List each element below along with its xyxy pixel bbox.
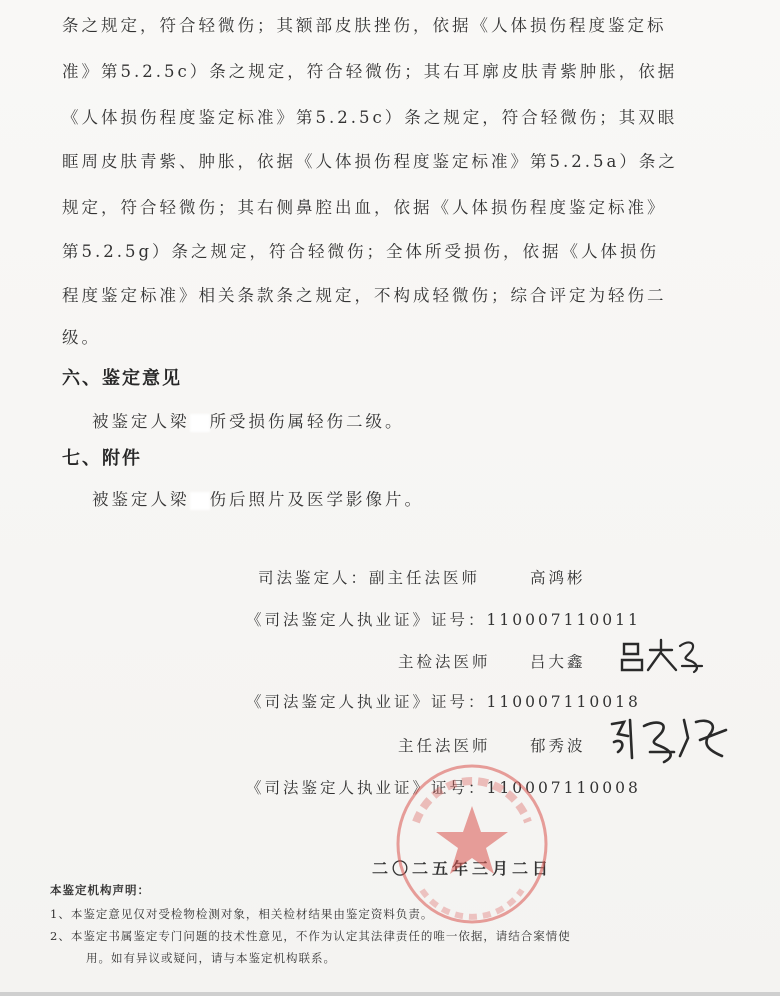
- section-6-text-after: 所受损伤属轻伤二级。: [209, 412, 405, 431]
- notes-heading: 本鉴定机构声明：: [50, 883, 150, 897]
- notes-item-2: 2、本鉴定书属鉴定专门问题的技术性意见，不作为认定其法律责任的唯一依据，请结合案情使: [50, 929, 571, 943]
- paragraph-line-1: 条之规定，符合轻微伤；其额部皮肤挫伤，依据《人体损伤程度鉴定标: [62, 16, 667, 35]
- paragraph-line-5: 规定，符合轻微伤；其右侧鼻腔出血，依据《人体损伤程度鉴定标准》: [62, 198, 667, 217]
- signatory-2-title: 主检法医师: [398, 653, 491, 671]
- document-date: 二〇二五年三月二日: [372, 859, 553, 878]
- paragraph-line-8: 级。: [62, 328, 101, 347]
- signatory-1-name: 高鸿彬: [530, 569, 586, 587]
- handwritten-signature-3: [604, 712, 734, 768]
- paragraph-line-2: 准》第5.2.5c）条之规定，符合轻微伤；其右耳廓皮肤青紫肿胀，依据: [62, 62, 678, 81]
- section-7-text: [92, 486, 424, 510]
- signatory-2-name: 吕大鑫: [530, 653, 586, 671]
- section-7-text-after: 伤后照片及医学影像片。: [209, 490, 424, 509]
- signatory-2-cert: 《司法鉴定人执业证》证号：110007110018: [246, 693, 641, 711]
- redaction-mark: [190, 492, 210, 510]
- redaction-mark: [190, 414, 210, 432]
- section-7-heading: 七、附件: [62, 448, 142, 469]
- signatory-1-cert: 《司法鉴定人执业证》证号：110007110011: [246, 611, 641, 629]
- handwritten-signature-2: [618, 636, 708, 676]
- paragraph-line-3: 《人体损伤程度鉴定标准》第5.2.5c）条之规定，符合轻微伤；其双眼: [62, 108, 678, 127]
- section-7-text-before: 被鉴定人梁: [92, 490, 190, 509]
- notes-item-1: 1、本鉴定意见仅对受检物检测对象，相关检材结果由鉴定资料负责。: [50, 907, 434, 921]
- signatory-3-name: 郁秀波: [530, 737, 586, 755]
- signatory-3-cert: 《司法鉴定人执业证》证号：110007110008: [246, 779, 641, 797]
- paragraph-line-6: 第5.2.5g）条之规定，符合轻微伤；全体所受损伤，依据《人体损伤: [62, 242, 660, 261]
- paragraph-line-7: 程度鉴定标准》相关条款条之规定，不构成轻微伤；综合评定为轻伤二: [62, 286, 667, 305]
- signatory-1-title: 司法鉴定人：副主任法医师: [258, 569, 481, 587]
- section-6-text: [92, 408, 405, 432]
- signatory-3-title: 主任法医师: [398, 737, 491, 755]
- page-bottom-edge: [0, 992, 780, 996]
- paragraph-line-4: 眶周皮肤青紫、肿胀，依据《人体损伤程度鉴定标准》第5.2.5a）条之: [62, 152, 678, 171]
- notes-item-2-continued: 用。如有异议或疑问，请与本鉴定机构联系。: [86, 951, 336, 965]
- section-6-text-before: 被鉴定人梁: [92, 412, 190, 431]
- section-6-heading: 六、鉴定意见: [62, 368, 182, 389]
- official-seal-icon: [392, 762, 552, 927]
